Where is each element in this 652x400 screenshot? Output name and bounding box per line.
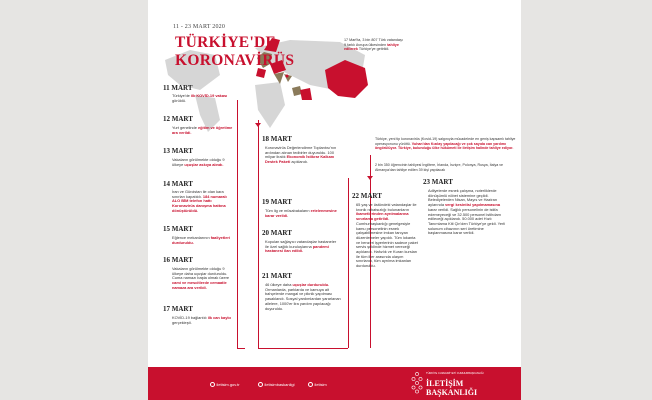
evacuation-note: 17 Mart'ta, 3 bin 807 Türk vatandaşı 9 farklı Avrupa ülkesinden tahliye edilerek Türkiye'ye getirildi. (344, 38, 403, 52)
day-title: 22 MART (352, 192, 382, 200)
day-text: Vakaların görülmekte olduğu 9 ülkeye uçuşlar askıya alındı. (172, 157, 225, 167)
day-title: 17 MART (163, 305, 193, 313)
day-text: Adliyelerde esnek çalışma, noterliklerde dönüşümlü nöbet sistemine geçildi. Belediyelerden Nisan, Mayıs ve Haziran aylarında vergi kesintisi yapılmamasına karar verildi. Sağlık personelinin de istifa edemeyeceği ve 32.500 personel istihdam edileceği açıklandı. 50.000 adet Hızlı Tanımlama Kiti Çin'den Türkiye'ye geldi. Yerli solunum cihazının seri üretimine başlanmasına karar verildi. (428, 188, 506, 236)
day-text: İran ve Gürcistan ile olan kara sınırları kapatıldı. 184 numaralı ALO BİM telefon hattı Koronavirüs danışma hattına dönüştürüldü. (172, 189, 227, 213)
timeline-line-col3 (348, 178, 349, 348)
day-text: Kopulan sağlayıcı vatandaşlar hastaneler ile özel sağlık kuruluşlarına pandemi hastanesi ilan edildi. (265, 239, 337, 254)
day-text: Eğlence mekanlarının faaliyetleri durduruldu. (172, 235, 230, 245)
china-evacuation-note: Türkiye, yeni tip koronavirüs (Kovid-19) salgınıyla mücadelede en geniş kapsamlı tahliye operasyonunu yürüttü. Vuhan'dan Kızılay yapılacağı ve çok sayıda can yardımı öngörülüyor. Türkiye, bulunduğu ülke hükümeti ile iletişim halinde tahliye ediyor. (375, 137, 516, 150)
day-title: 23 MART (423, 178, 453, 186)
day-title: 18 MART (262, 135, 292, 143)
instagram-icon (258, 382, 263, 387)
day-text: KOVİD-19 bağlantılı ilk can kaybı gerçekleşti. (172, 315, 231, 325)
timeline-arrow (255, 123, 261, 127)
timeline-connector-bottom (258, 348, 348, 349)
footer-social-2[interactable]: iletisim (308, 382, 327, 387)
day-title: 12 MART (163, 115, 193, 123)
day-title: 14 MART (163, 180, 193, 188)
logo-name: İLETİŞİM BAŞKANLIĞI (426, 379, 478, 397)
day-text: Koronavirüs Değerlendirme Toplantısı'nın ardından alınan tedbirler duyuruldu. 100 milyar liralık Ekonomik İstikrar Kalkanı Destek Paketi açıklandı. (265, 145, 337, 165)
twitter-icon (308, 382, 313, 387)
students-evacuation-note: 2 bin 350 öğrencinin tahliyesi İngiltere, İrlanda, İsviçre, Polonya, Rusya, İtalya ve Almanya'dan tahliye edilen 39 kişi yapılacak (375, 163, 504, 172)
timeline-line-col2 (258, 120, 259, 348)
day-title: 16 MART (163, 256, 193, 264)
page-title-line2: KORONAVİRÜS (175, 52, 295, 69)
day-text: Türkiye'de ilk KOVİD-19 vakası görüldü. (172, 93, 228, 103)
page-title-line1: TÜRKİYE'DE (175, 34, 277, 51)
day-text: Yurt genelinde eğitim ve öğretime ara verildi. (172, 125, 233, 135)
logo-emblem-icon (410, 370, 424, 394)
timeline-connector (237, 348, 245, 349)
day-title: 19 MART (262, 198, 292, 206)
day-title: 21 MART (262, 272, 292, 280)
day-text: Vakaların görülmekte olduğu 9 ülkeye daha uçuşlar durduruldu. Cuma namazı başta olmak üzere cami ve mescitlerde cemaatle namaza ara verildi. (172, 266, 230, 290)
logo-subtitle: TÜRKİYE CUMHURİYETİ CUMHURBAŞKANLIĞI (426, 372, 484, 375)
day-text: 46 ülkeye daha uçuşlar durduruldu. Ormanlarda, parklarda ve kamuya ait bahçelerde mangal ve piknik yapılması yasaklandı. Sosyal yardımlardan yararlanan ailelere, 1000'er lira yardım yapılacağı duyuruldu. (265, 282, 341, 311)
day-title: 20 MART (262, 229, 292, 237)
day-text: 65 yaş ve üstündeki vatandaşlar ile kronik rahatsızlığı bulunanların ikametlerinden ayrılmalarına sınırlama getirildi. Cumhurbaşkanlığı genelgesiyle kamu personelinin esnek çalışabilmesine imkan tanıyan düzenlemeler yapıldı. Tüm lokanta ve benzeri işyerlerinin sadece paket servis şeklinde hizmet vereceği açıklandı. Hafızlık ve Kuran kursları ile tüm iller arasında ulaşım sınırlandı, tüm ayrılma imkanları durduruldu. (356, 202, 418, 269)
footer-social-1[interactable]: iletisimbaskanligi (258, 382, 295, 387)
footer-website[interactable]: iletisim.gov.tr (210, 382, 240, 387)
day-title: 15 MART (163, 225, 193, 233)
date-range: 11 - 23 MART 2020 (173, 24, 226, 30)
day-title: 11 MART (163, 84, 193, 92)
timeline-arrow (367, 176, 373, 180)
timeline-line-col1 (237, 100, 238, 348)
day-text: Tüm lig ve müsabakaların ertelenmesine karar verildi. (265, 208, 337, 218)
globe-icon (210, 382, 215, 387)
day-title: 13 MART (163, 147, 193, 155)
